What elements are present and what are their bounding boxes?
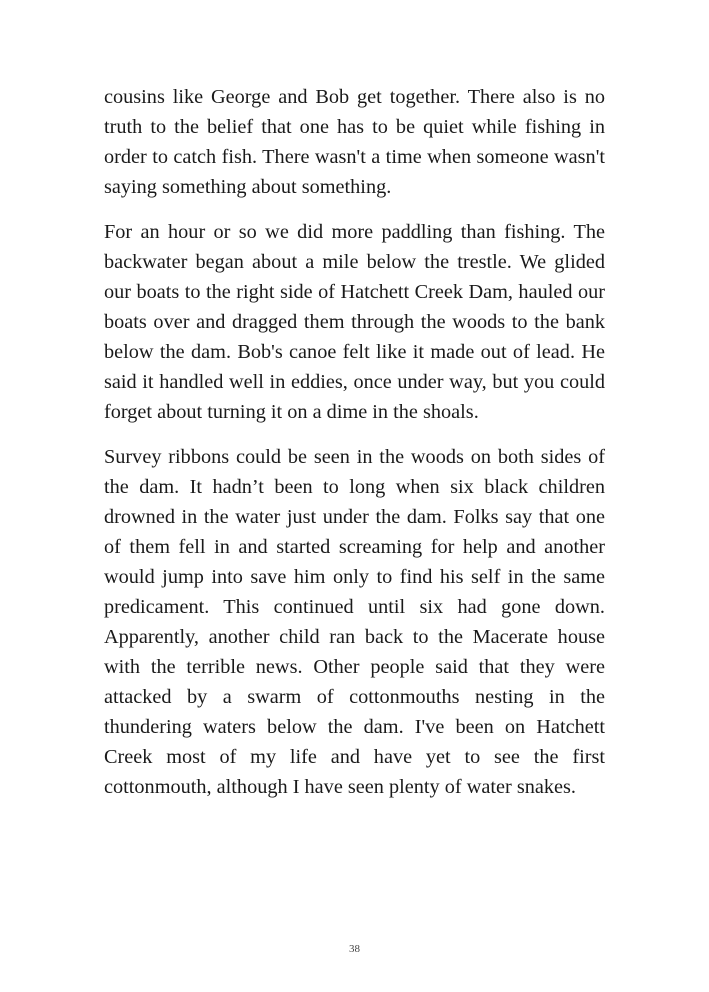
page-number: 38 (349, 943, 360, 955)
paragraph-3: Survey ribbons could be seen in the woods on both sides of the dam. It hadn’t been to long when six black children drowned in the water just under the dam. Folks say that one of them fell in and started screaming for help and another would jump into save him only to find his self in the same predicament. This continued until six had gone down. Apparently, another child ran back to the Macerate house with the terrible news. Other people said that they were attacked by a swarm of cottonmouths nesting in the thundering waters below the dam. I've been on Hatchett Creek most of my life and have yet to see the first cottonmouth, although I have seen plenty of water snakes. (104, 446, 605, 798)
page-body (104, 82, 605, 817)
paragraph-1: cousins like George and Bob get together. There also is no truth to the belief that one has to be quiet while fishing in order to catch fish. There wasn't a time when someone wasn't saying something about something. (104, 86, 605, 198)
paragraph-2: For an hour or so we did more paddling than fishing. The backwater began about a mile below the trestle. We glided our boats to the right side of Hatchett Creek Dam, hauled our boats over and dragged them through the woods to the bank below the dam. Bob's canoe felt like it made out of lead. He said it handled well in eddies, once under way, but you could forget about turning it on a dime in the shoals. (104, 221, 605, 423)
